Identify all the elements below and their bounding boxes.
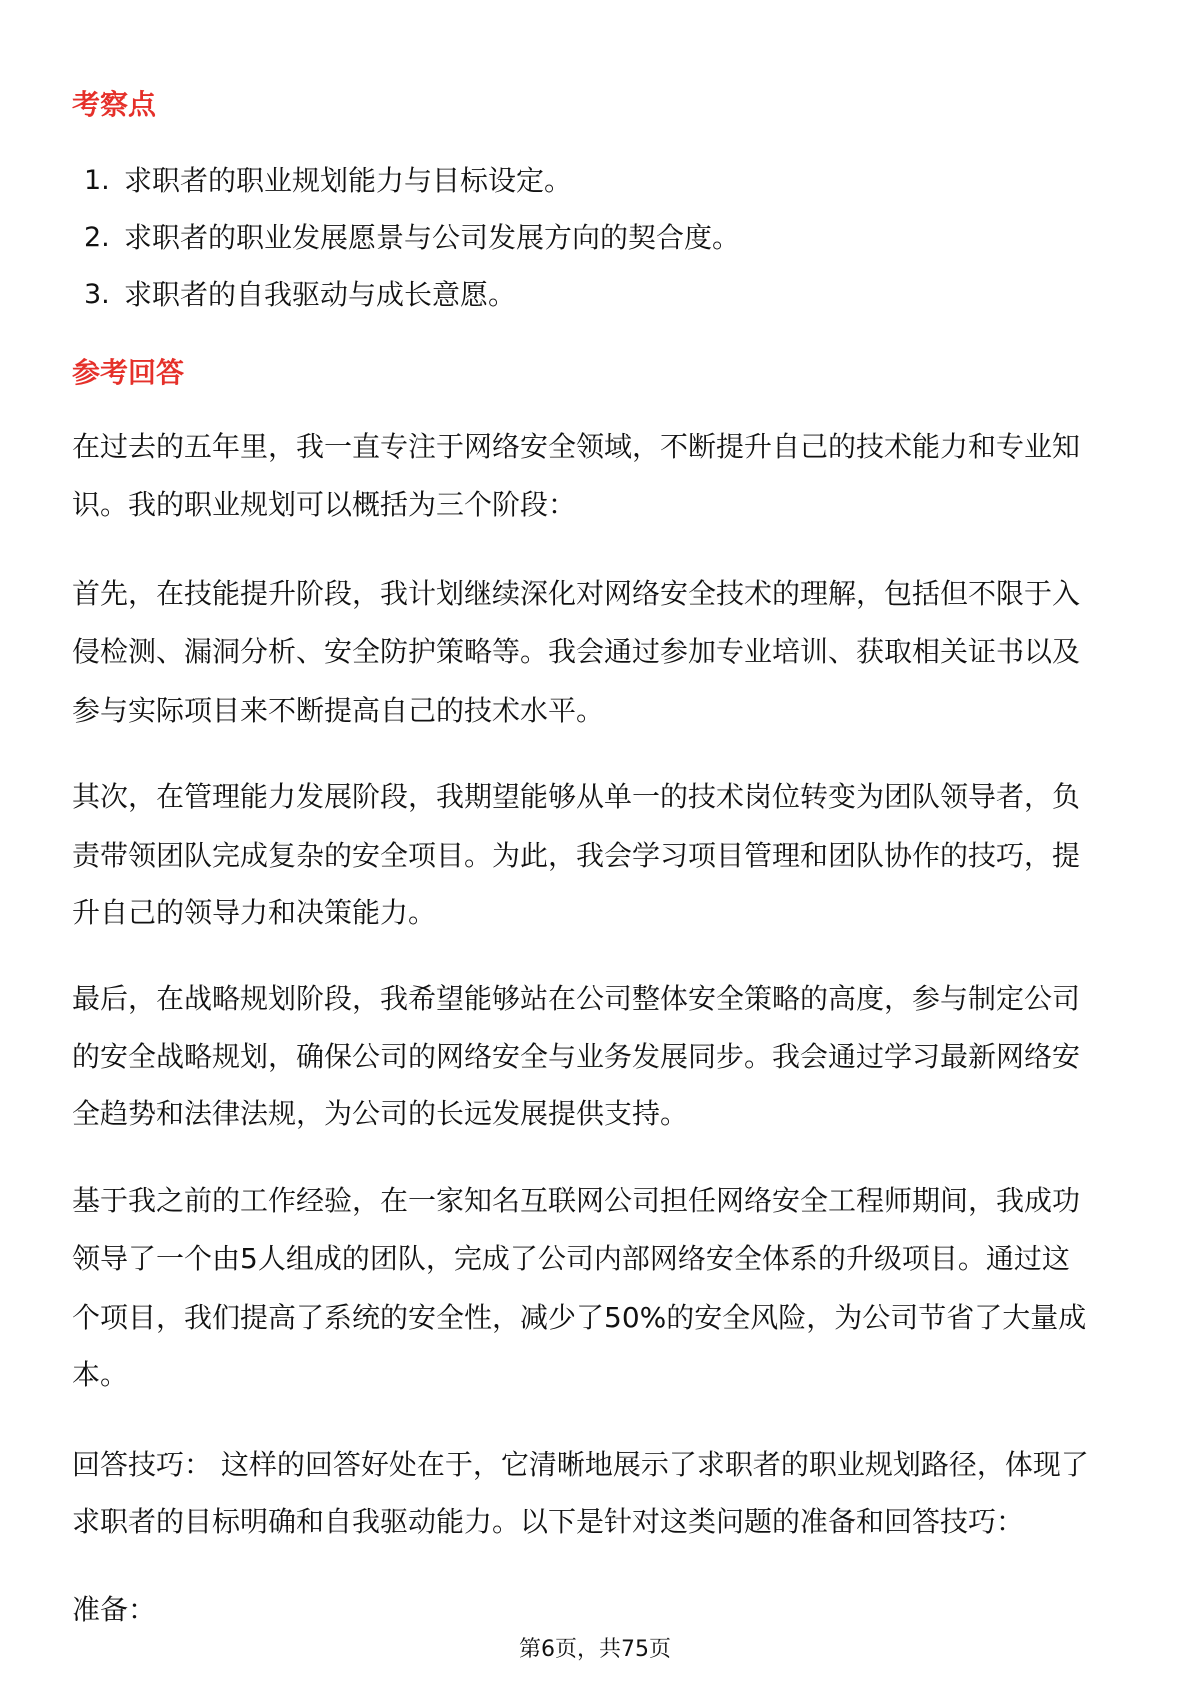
paragraph-line: 回答技巧： 这样的回答好处在于，它清晰地展示了求职者的职业规划路径，体现了 [72,1448,1089,1481]
prep-label: 准备： [72,1593,157,1626]
paragraph-line: 求职者的目标明确和自我驱动能力。以下是针对这类问题的准备和回答技巧： [72,1505,1025,1538]
section-heading-answer: 参考回答 [72,356,185,389]
paragraph-line: 领导了一个由5人组成的团队，完成了公司内部网络安全体系的升级项目。通过这 [72,1242,1070,1275]
list-item-number: 3. [84,279,110,310]
list-item-number: 2. [84,222,110,253]
paragraph-line: 参与实际项目来不断提高自己的技术水平。 [72,694,605,727]
paragraph-line: 其次，在管理能力发展阶段，我期望能够从单一的技术岗位转变为团队领导者，负 [72,780,1081,813]
paragraph-line: 升自己的领导力和决策能力。 [72,896,437,929]
section-heading-points: 考察点 [72,88,157,121]
paragraph-line: 个项目，我们提高了系统的安全性，减少了50%的安全风险，为公司节省了大量成 [72,1301,1087,1334]
paragraph-line: 侵检测、漏洞分析、安全防护策略等。我会通过参加专业培训、获取相关证书以及 [72,635,1081,668]
page-number-footer: 第6页，共75页 [519,1637,671,1662]
paragraph-line: 在过去的五年里，我一直专注于网络安全领域，不断提升自己的技术能力和专业知 [72,430,1081,463]
list-item-text: 求职者的职业规划能力与目标设定。 [124,164,573,197]
paragraph-line: 最后，在战略规划阶段，我希望能够站在公司整体安全策略的高度，参与制定公司 [72,982,1081,1015]
list-item-text: 求职者的自我驱动与成长意愿。 [124,278,517,311]
paragraph-line: 全趋势和法律法规，为公司的长远发展提供支持。 [72,1097,689,1130]
paragraph-line: 首先，在技能提升阶段，我计划继续深化对网络安全技术的理解，包括但不限于入 [72,577,1081,610]
paragraph-line: 的安全战略规划，确保公司的网络安全与业务发展同步。我会通过学习最新网络安 [72,1040,1081,1073]
paragraph-line: 识。我的职业规划可以概括为三个阶段： [72,488,577,521]
paragraph-line: 本。 [72,1358,129,1391]
list-item-text: 求职者的职业发展愿景与公司发展方向的契合度。 [124,221,741,254]
paragraph-line: 责带领团队完成复杂的安全项目。为此，我会学习项目管理和团队协作的技巧，提 [72,839,1081,872]
list-item-number: 1. [84,165,110,196]
paragraph-line: 基于我之前的工作经验，在一家知名互联网公司担任网络安全工程师期间，我成功 [72,1184,1081,1217]
